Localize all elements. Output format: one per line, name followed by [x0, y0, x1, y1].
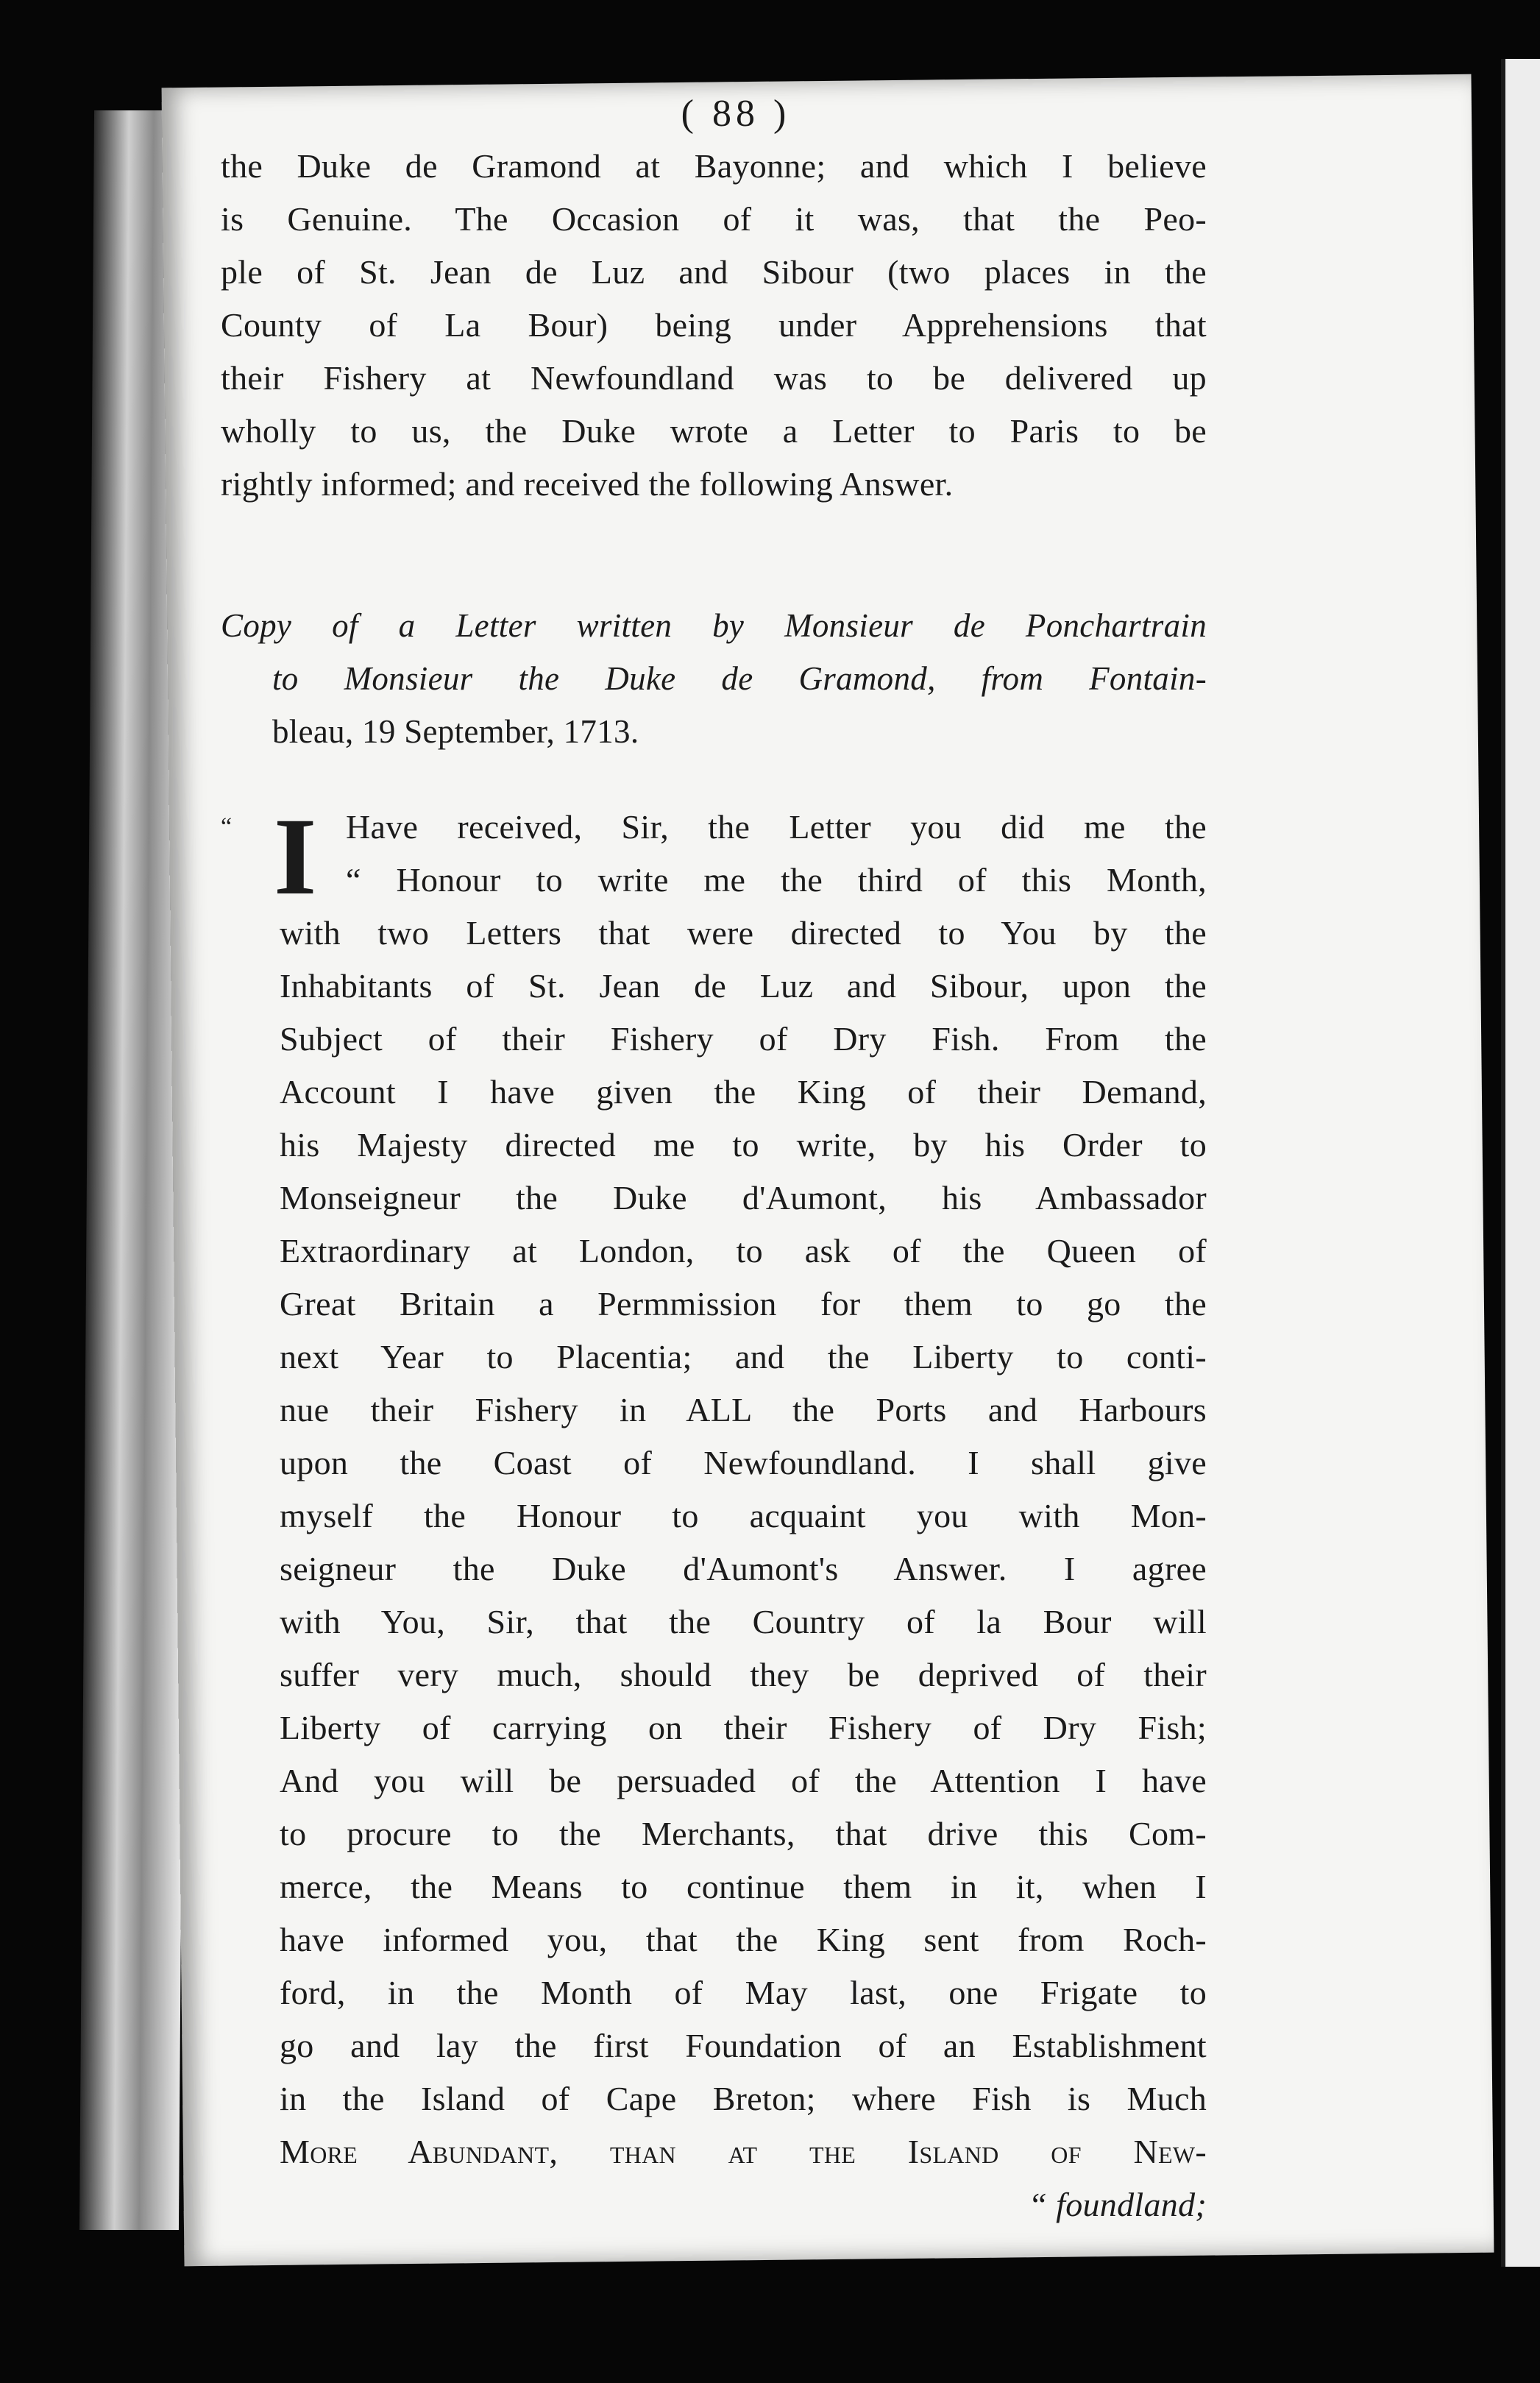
- facing-page-edge: [1501, 59, 1540, 2267]
- letter-line: More Abundant, than at the Island of New-: [280, 2133, 1207, 2170]
- letter-line: Great Britain a Permmission for them to go the: [280, 1285, 1207, 1322]
- letter-line: nue their Fishery in ALL the Ports and Harbours: [280, 1391, 1207, 1428]
- drop-cap: I: [274, 796, 317, 918]
- letter-line: Inhabitants of St. Jean de Luz and Sibour, upon the: [280, 967, 1207, 1005]
- letter-body: [221, 796, 1207, 2231]
- letter-line: Liberty of carrying on their Fishery of Dry Fish;: [280, 1709, 1207, 1746]
- letter-line: have informed you, that the King sent from Roch-: [280, 1921, 1207, 1958]
- letter-line-text: “ foundland;: [1028, 2186, 1207, 2223]
- paragraph-line: County of La Bour) being under Apprehensions that: [221, 306, 1207, 344]
- letter-line: “ Honour to write me the third of this Month,: [346, 861, 1207, 899]
- letter-line: myself the Honour to acquaint you with Mon-: [280, 1497, 1207, 1534]
- letter-line: seigneur the Duke d'Aumont's Answer. I agree: [280, 1550, 1207, 1587]
- paragraph-line: the Duke de Gramond at Bayonne; and which I believe: [221, 147, 1207, 185]
- page-text: [221, 88, 1207, 2231]
- letter-line: suffer very much, should they be deprived of their: [280, 1656, 1207, 1693]
- caption-text: Copy of a Letter written by Monsieur de Ponchartrain: [221, 607, 1207, 644]
- page-number: ( 88 ): [681, 93, 791, 135]
- paragraph-line: is Genuine. The Occasion of it was, that the Peo-: [221, 200, 1207, 238]
- letter-line: [221, 2178, 1207, 2231]
- letter-line: merce, the Means to continue them in it, when I: [280, 1868, 1207, 1905]
- letter-caption: [221, 599, 1207, 758]
- paragraph-line: wholly to us, the Duke wrote a Letter to Paris to be: [221, 412, 1207, 450]
- paragraph-line: their Fishery at Newfoundland was to be delivered up: [221, 359, 1207, 397]
- letter-line: Account I have given the King of their Demand,: [280, 1073, 1207, 1111]
- letter-line: with two Letters that were directed to You by the: [280, 914, 1207, 952]
- letter-line: in the Island of Cape Breton; where Fish is Much: [280, 2080, 1207, 2117]
- letter-line: upon the Coast of Newfoundland. I shall give: [280, 1444, 1207, 1481]
- letter-line: go and lay the first Foundation of an Establishment: [280, 2027, 1207, 2064]
- letter-line: Extraordinary at London, to ask of the Queen of: [280, 1232, 1207, 1270]
- caption-line: [221, 652, 1207, 705]
- caption-line: bleau, 19 September, 1713.: [272, 713, 639, 750]
- intro-paragraph: [221, 140, 1207, 511]
- quote-mark: “: [221, 813, 233, 840]
- letter-line: Monseigneur the Duke d'Aumont, his Ambassador: [280, 1179, 1207, 1217]
- letter-line: next Year to Placentia; and the Liberty to conti-: [280, 1338, 1207, 1375]
- letter-line: his Majesty directed me to write, by his Order to: [280, 1126, 1207, 1164]
- letter-line: ford, in the Month of May last, one Frigate to: [280, 1974, 1207, 2011]
- caption-text: to Monsieur the Duke de Gramond, from Fontain-: [272, 660, 1207, 697]
- caption-line: [221, 599, 1207, 652]
- letter-line: [221, 801, 1207, 854]
- letter-line: with You, Sir, that the Country of la Bour will: [280, 1603, 1207, 1640]
- paragraph-line: ple of St. Jean de Luz and Sibour (two places in the: [221, 253, 1207, 291]
- letter-line: And you will be persuaded of the Attention I have: [280, 1762, 1207, 1799]
- letter-line: to procure to the Merchants, that drive this Com-: [280, 1815, 1207, 1852]
- letter-line-text: Have received, Sir, the Letter you did me the: [346, 808, 1207, 846]
- paragraph-line: rightly informed; and received the following Answer.: [221, 465, 954, 503]
- letter-line: Subject of their Fishery of Dry Fish. From the: [280, 1020, 1207, 1058]
